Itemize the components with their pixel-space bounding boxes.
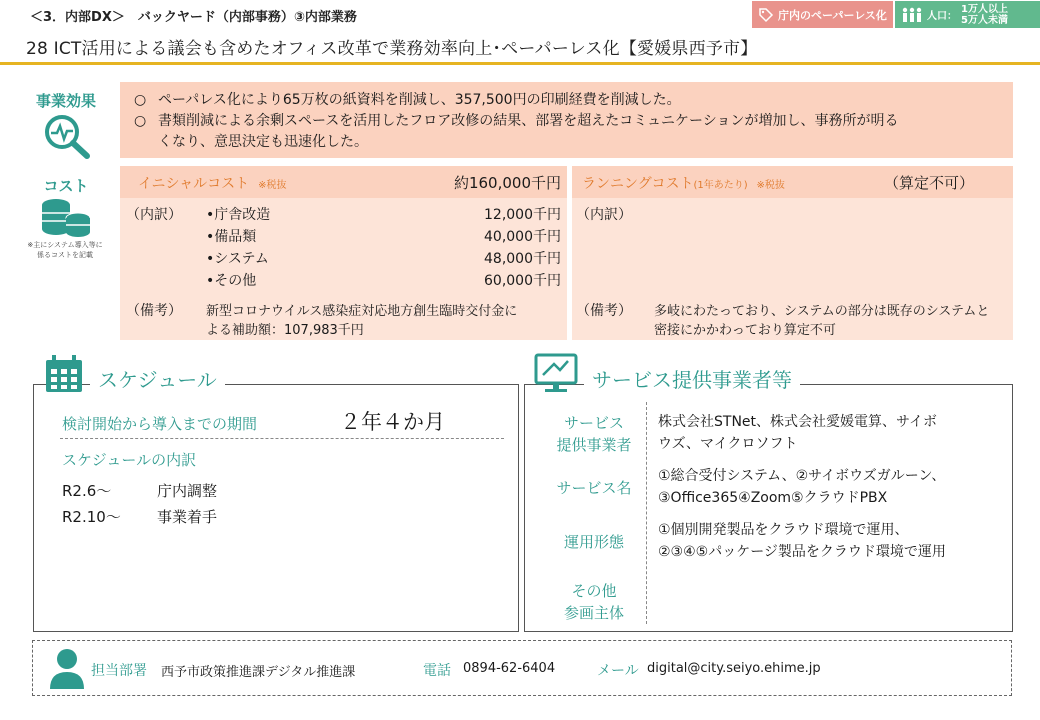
tag-icon xyxy=(758,7,774,23)
effect-box xyxy=(120,82,1013,158)
cost-item-value: 12,000千円 xyxy=(484,207,561,223)
service-value: 株式会社STNet、株式会社愛媛電算、サイボ ウズ、マイクロソフト xyxy=(658,414,938,452)
page-title: 28 ICT活用による議会も含めたオフィス改革で業務効率向上･ペーパーレス化【愛媛県西予市】 xyxy=(26,39,758,59)
initial-cost-header xyxy=(120,166,567,198)
remarks-text: よる補助額：107,983千円 xyxy=(206,323,364,338)
dept-value: 西予市政策推進課デジタル推進課 xyxy=(161,665,356,680)
tax-note: ※税抜 xyxy=(258,180,287,191)
mail-label: メール xyxy=(597,663,639,679)
effect-text: くなり、意思決定も迅速化した。 xyxy=(158,134,368,150)
service-value: ①個別開発製品をクラウド環境で運用、 ②③④⑤パッケージ製品をクラウド環境で運用 xyxy=(658,522,946,560)
effect-label: 事業効果 xyxy=(35,92,96,110)
running-cost-title: ランニングコスト(1年あたり) ※税抜 xyxy=(582,176,785,192)
bullet: ○ xyxy=(134,92,147,108)
period-value: ２年４か月 xyxy=(340,410,445,434)
section-header: ＜3．内部DX＞ バックヤード（内部事務）③内部業務 xyxy=(30,10,357,25)
population-line2: 5万人未満 xyxy=(961,14,1008,26)
contact-footer xyxy=(32,640,1012,696)
initial-cost-title: イニシャルコスト ※税抜 xyxy=(138,176,287,192)
remarks-label: （備考） xyxy=(576,303,632,319)
effect-item xyxy=(134,111,999,132)
initial-cost-body xyxy=(120,198,567,340)
cost-item-name: •システム xyxy=(206,251,269,267)
population-badge xyxy=(895,1,1040,28)
cost-item-value: 60,000千円 xyxy=(484,273,561,289)
schedule-task: 事業着手 xyxy=(157,508,218,526)
population-line1: 1万人以上 xyxy=(961,3,1008,15)
initial-cost-total: 約160,000千円 xyxy=(453,174,561,192)
service-key: 運用形態 xyxy=(563,533,624,551)
effect-item xyxy=(134,132,999,153)
running-cost-header xyxy=(572,166,1013,198)
monitor-icon xyxy=(534,352,578,394)
breakdown-label: （内訳） xyxy=(126,207,182,223)
service-key: サービス 提供事業者 xyxy=(556,414,632,454)
cost-item-value: 48,000千円 xyxy=(484,251,561,267)
cost-item-name: •その他 xyxy=(206,273,257,289)
schedule-date: R2.6～ xyxy=(62,482,112,500)
breakdown-label: （内訳） xyxy=(576,207,632,223)
cost-item-value: 40,000千円 xyxy=(484,229,561,245)
running-cost-total: （算定不可） xyxy=(884,174,975,192)
cost-item-name: •備品類 xyxy=(206,229,257,245)
schedule-task: 庁内調整 xyxy=(157,482,218,500)
mail-value: digital@city.seiyo.ehime.jp xyxy=(647,661,821,676)
remarks-text: 密接にかかわっており算定不可 xyxy=(654,323,836,338)
running-cost-body xyxy=(572,198,1013,340)
schedule-title: スケジュール xyxy=(90,364,225,393)
divider xyxy=(60,438,504,439)
remarks-label: （備考） xyxy=(126,303,182,319)
calendar-icon xyxy=(44,354,84,394)
cost-label: コスト xyxy=(43,177,89,195)
magnifier-chart-icon xyxy=(42,112,94,160)
phone-value: 0894-62-6404 xyxy=(463,661,556,676)
tax-note: ※税抜 xyxy=(756,180,785,191)
title-underline xyxy=(0,62,1040,65)
phone-label: 電話 xyxy=(423,663,451,679)
service-title: サービス提供事業者等 xyxy=(584,364,800,393)
effect-text: 書類削減による余剰スペースを活用したフロア改修の結果、部署を超えたコミュニケーションが増加し、事務所が明る xyxy=(158,113,899,129)
schedule-breakdown-label: スケジュールの内訳 xyxy=(62,451,197,469)
schedule-date: R2.10～ xyxy=(62,508,121,526)
population-prefix: 人口： xyxy=(927,11,957,22)
cost-note: ※主にシステム導入等に係るコストを記載 xyxy=(27,241,103,259)
person-icon xyxy=(47,647,87,689)
cost-item-name: •庁舎改造 xyxy=(206,207,271,223)
service-key: サービス名 xyxy=(556,479,632,497)
bullet: ○ xyxy=(134,113,147,129)
dept-label: 担当部署 xyxy=(91,663,147,679)
paperless-badge xyxy=(752,1,893,28)
paperless-badge-label: 庁内のペーパーレス化 xyxy=(778,8,887,22)
people-icon xyxy=(901,7,923,23)
remarks-text: 新型コロナウイルス感染症対応地方創生臨時交付金に xyxy=(206,304,518,319)
service-key: その他 参画主体 xyxy=(563,582,624,622)
population-range xyxy=(961,4,1008,26)
period-label: 検討開始から導入までの期間 xyxy=(62,415,258,433)
effect-item xyxy=(134,90,999,111)
effect-text: ペーパレス化により65万枚の紙資料を削減し、357,500円の印刷経費を削減した。 xyxy=(158,92,681,108)
remarks-text: 多岐にわたっており、システムの部分は既存のシステムと xyxy=(654,304,990,319)
coins-icon xyxy=(40,196,92,240)
service-value: ①総合受付システム、②サイボウズガルーン、 ③Office365④Zoom⑤クラウドPBX xyxy=(658,468,946,506)
per-year-note: (1年あたり) xyxy=(693,180,748,191)
